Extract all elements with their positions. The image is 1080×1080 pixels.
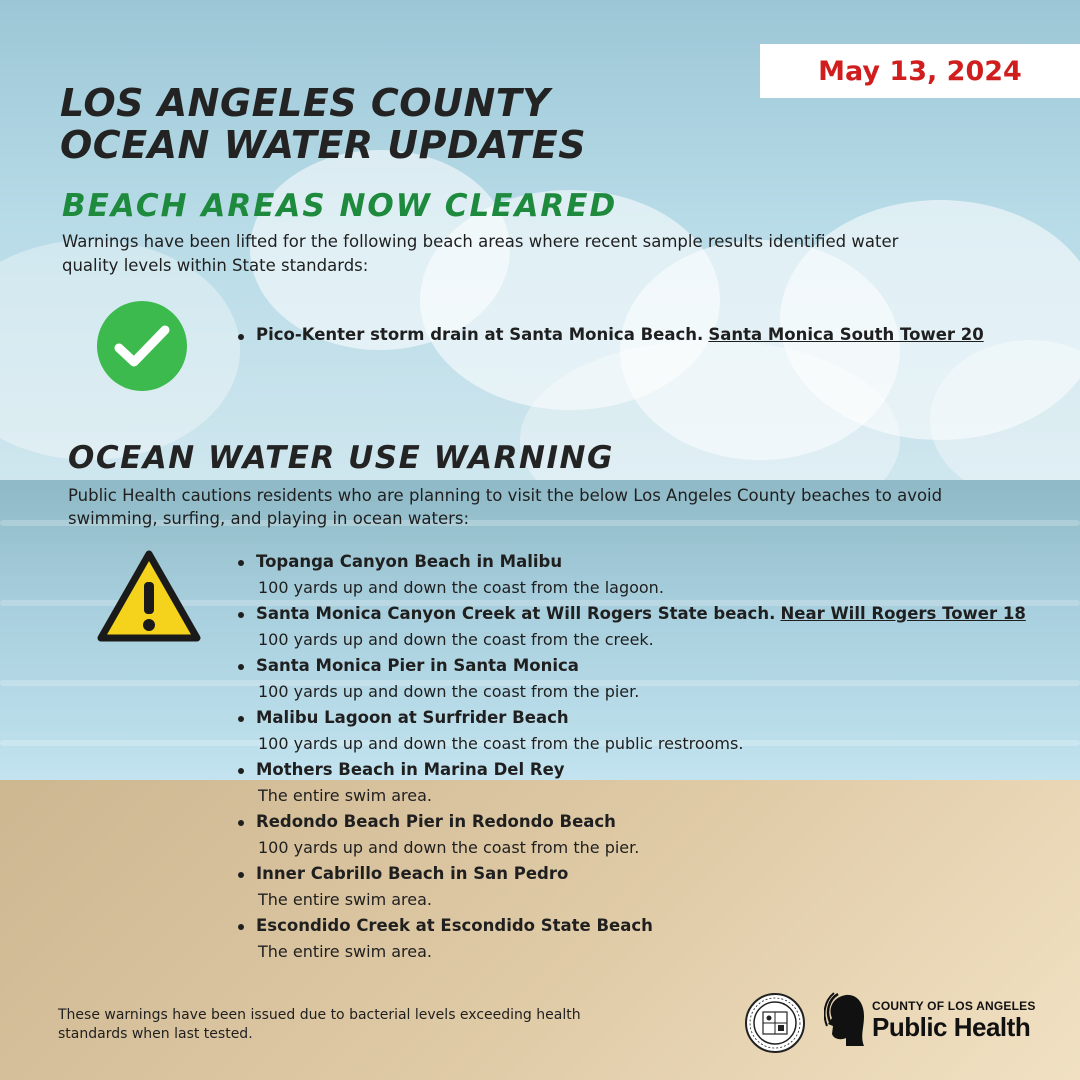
beach-name: Pico-Kenter storm drain at Santa Monica Beach. [256, 325, 704, 344]
beach-name: Escondido Creek at Escondido State Beach [256, 916, 653, 935]
list-item [236, 325, 984, 344]
title-line-1: LOS ANGELES COUNTY [60, 81, 551, 125]
list-item [236, 654, 1026, 706]
list-item [236, 862, 1026, 914]
beach-name: Topanga Canyon Beach in Malibu [256, 552, 563, 571]
beach-detail: 100 yards up and down the coast from the pier. [258, 682, 640, 701]
page-title [60, 82, 586, 166]
cleared-description: Warnings have been lifted for the following beach areas where recent sample results identified water quality levels within State standards: [62, 232, 899, 275]
beach-link[interactable]: Santa Monica South Tower 20 [708, 325, 984, 344]
beach-detail: 100 yards up and down the coast from the pier. [258, 838, 640, 857]
logo-org-name: Public Health [872, 1012, 1031, 1042]
beach-detail: 100 yards up and down the coast from the creek. [258, 630, 654, 649]
beach-name: Redondo Beach Pier in Redondo Beach [256, 812, 616, 831]
warning-icon [97, 550, 201, 644]
county-seal-icon [744, 992, 806, 1054]
date-badge [760, 44, 1080, 98]
beach-link[interactable]: Near Will Rogers Tower 18 [780, 604, 1026, 623]
beach-name: Inner Cabrillo Beach in San Pedro [256, 864, 569, 883]
warning-heading: OCEAN WATER USE WARNING [68, 440, 614, 476]
beach-detail: The entire swim area. [258, 890, 433, 909]
beach-name: Malibu Lagoon at Surfrider Beach [256, 708, 569, 727]
list-item [236, 550, 1026, 602]
beach-name: Santa Monica Canyon Creek at Will Rogers State beach. [256, 604, 776, 623]
list-item [236, 602, 1026, 654]
beach-detail: The entire swim area. [258, 786, 433, 805]
date-text: May 13, 2024 [818, 55, 1022, 87]
beach-detail: 100 yards up and down the coast from the lagoon. [258, 578, 664, 597]
title-line-2: OCEAN WATER UPDATES [60, 123, 587, 167]
public-health-logo [824, 990, 1044, 1050]
cleared-heading: BEACH AREAS NOW CLEARED [62, 188, 618, 224]
logo-org-line: COUNTY OF LOS ANGELES [872, 999, 1036, 1013]
beach-detail: The entire swim area. [258, 942, 433, 961]
warning-description: Public Health cautions residents who are planning to visit the below Los Angeles County beaches to avoid swimming, surfing, and playing in ocean waters: [68, 486, 943, 528]
cleared-list [236, 325, 984, 344]
list-item [236, 810, 1026, 862]
warning-list [236, 550, 1026, 966]
profile-logo-icon [824, 992, 868, 1048]
list-item [236, 914, 1026, 966]
list-item [236, 758, 1026, 810]
beach-name: Santa Monica Pier in Santa Monica [256, 656, 579, 675]
footnote: These warnings have been issued due to bacterial levels exceeding health standards when last tested. [58, 1007, 581, 1042]
list-item [236, 706, 1026, 758]
beach-name: Mothers Beach in Marina Del Rey [256, 760, 565, 779]
beach-detail: 100 yards up and down the coast from the public restrooms. [258, 734, 744, 753]
check-icon [97, 301, 187, 391]
